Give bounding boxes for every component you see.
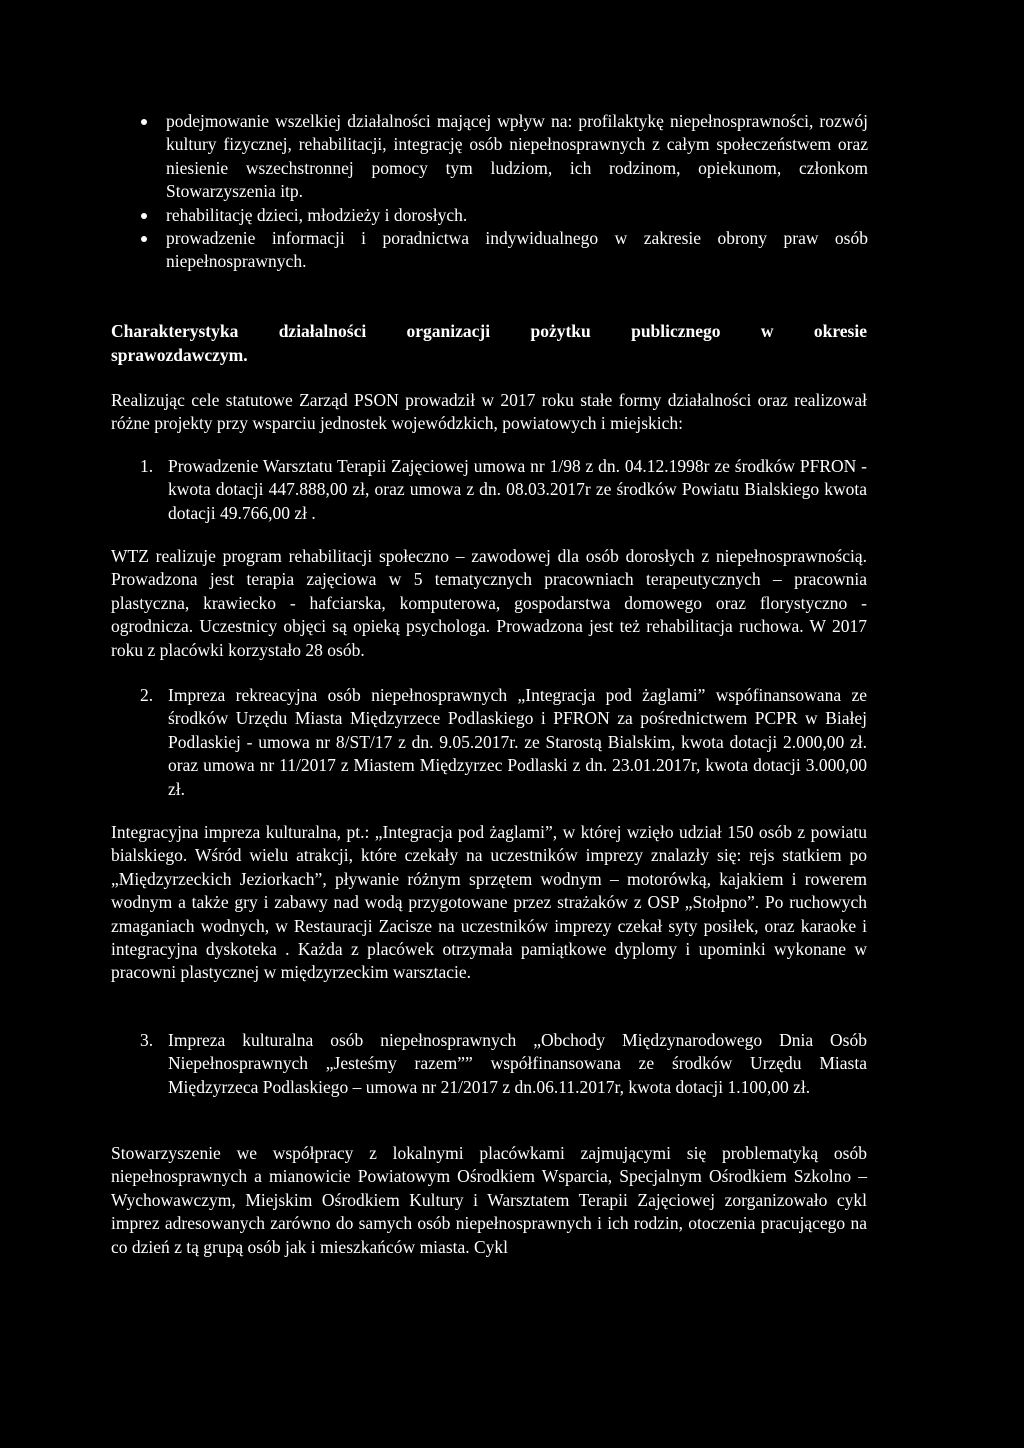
section-heading bbox=[111, 319, 867, 367]
section-heading-line-1: Charakterystyka działalności organizacji pożytku publicznego w okresie bbox=[111, 321, 867, 341]
bullet-item bbox=[140, 204, 868, 227]
item-text: Impreza rekreacyjna osób niepełnosprawnych „Integracja pod żaglami” wspófinansowana ze środków Urzędu Miasta Międzyrzece Podlaskiego i PFRON za pośrednictwem PCPR w Białej Podlaskiej - umowa nr 8/ST/17 z dn. 9.05.2017r. ze Starostą Bialskim, kwota dotacji 2.000,00 zł. oraz umowa nr 11/2017 z Miastem Międzyrzec Podlaski z dn. 23.01.2017r, kwota dotacji 3.000,00 zł. bbox=[168, 685, 867, 799]
item-number: 3. bbox=[140, 1030, 154, 1050]
item-number: 1. bbox=[140, 456, 154, 476]
numbered-item-1 bbox=[140, 455, 867, 525]
integration-paragraph: Integracyjna impreza kulturalna, pt.: „Integracja pod żaglami”, w której wzięło udział 150 osób z powiatu bialskiego. Wśród wielu atrakcji, które czekały na uczestników imprezy znalazły się: rejs statkiem po „Międzyrzeckich Jeziorkach”, pływanie różnym sprzętem wodnym – motorówką, kajakiem i rowerem wodnym a także gry i zabawy nad wodą przygotowane przez strażaków z OSP „Stołpno”. Po ruchowych zmaganiach wodnych, w Restauracji Zacisze na uczestników imprezy czekał syty posiłek, oraz karaoke i integracyjna dyskoteka . Każda z placówek otrzymała pamiątkowe dyplomy i upominki wykonane w pracowni plastycznej w międzyrzeckim warsztacie. bbox=[111, 822, 867, 983]
bullet-dot-icon bbox=[141, 236, 147, 242]
section-heading-line-2: sprawozdawczym. bbox=[111, 345, 248, 365]
item-text: Impreza kulturalna osób niepełnosprawnych „Obchody Międzynarodowego Dnia Osób Niepełnosprawnych „Jesteśmy razem”” współfinansowana ze środków Urzędu Miasta Międzyrzeca Podlaskiego – umowa nr 21/2017 z dn.06.11.2017r, kwota dotacji 1.100,00 zł. bbox=[168, 1030, 867, 1097]
bullet-item bbox=[140, 110, 868, 204]
intro-paragraph: Realizując cele statutowe Zarząd PSON prowadził w 2017 roku stałe formy działalności oraz realizował różne projekty przy wsparciu jednostek wojewódzkich, powiatowych i miejskich: bbox=[111, 390, 867, 434]
wtz-paragraph: WTZ realizuje program rehabilitacji społeczno – zawodowej dla osób dorosłych z niepełnosprawnością. Prowadzona jest terapia zajęciowa w 5 tematycznych pracowniach terapeutycznych – pracownia plastyczna, krawiecko - hafciarska, komputerowa, gospodarstwa domowego oraz florystyczno - ogrodnicza. Uczestnicy objęci są opieką psychologa. Prowadzona jest też rehabilitacja ruchowa. W 2017 roku z placówki korzystało 28 osób. bbox=[111, 546, 867, 660]
numbered-item-2 bbox=[140, 684, 867, 801]
bullet-text: rehabilitację dzieci, młodzieży i dorosłych. bbox=[166, 204, 468, 225]
bullet-text: podejmowanie wszelkiej działalności mającej wpływ na: profilaktykę niepełnosprawności, rozwój kultury fizycznej, rehabilitacji, integrację osób niepełnosprawnych z całym społeczeństwem oraz niesienie wszechstronnej pomocy tym ludziom, ich rodzinom, opiekunom, członkom Stowarzyszenia itp. bbox=[166, 111, 868, 202]
bullet-dot-icon bbox=[141, 213, 147, 219]
item-text: Prowadzenie Warsztatu Terapii Zajęciowej umowa nr 1/98 z dn. 04.12.1998r ze środków PFRON - kwota dotacji 447.888,00 zł, oraz umowa z dn. 08.03.2017r ze środków Powiatu Bialskiego kwota dotacji 49.766,00 zł . bbox=[168, 456, 867, 523]
goals-bullet-list bbox=[140, 110, 868, 274]
bullet-text: prowadzenie informacji i poradnictwa indywidualnego w zakresie obrony praw osób niepełnosprawnych. bbox=[166, 228, 868, 272]
item-number: 2. bbox=[140, 685, 154, 705]
numbered-item-3 bbox=[140, 1029, 867, 1099]
bullet-dot-icon bbox=[141, 119, 147, 125]
closing-paragraph: Stowarzyszenie we współpracy z lokalnymi placówkami zajmującymi się problematyką osób niepełnosprawnych a mianowicie Powiatowym Ośrodkiem Wsparcia, Specjalnym Ośrodkiem Szkolno – Wychowawczym, Miejskim Ośrodkiem Kultury i Warsztatem Terapii Zajęciowej zorganizowało cykl imprez adresowanych zarówno do samych osób niepełnosprawnych i ich rodzin, otoczenia pracującego na co dzień z tą grupą osób jak i mieszkańców miasta. Cykl bbox=[111, 1143, 867, 1257]
bullet-item bbox=[140, 227, 868, 274]
